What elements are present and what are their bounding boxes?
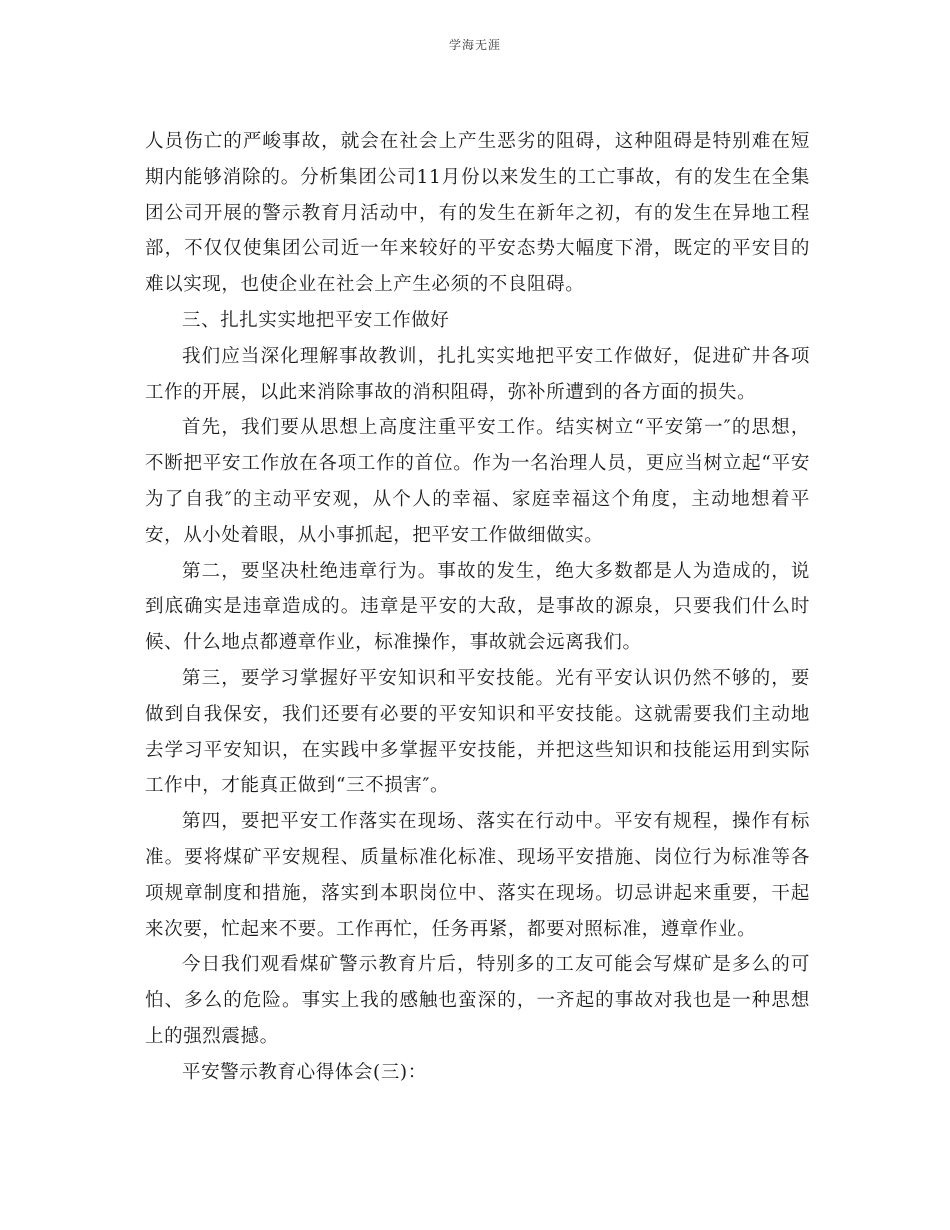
paragraph: 第四，要把平安工作落实在现场、落实在行动中。平安有规程，操作有标准。要将煤矿平安规程、质量标准化标准、现场平安措施、岗位行为标准等各项规章制度和措施，落实到本职岗位中、落实在现场。切忌讲起来重要，干起来次要，忙起来不要。工作再忙，任务再紧，都要对照标准，遵章作业。 <box>145 811 810 940</box>
paragraph: 我们应当深化理解事故教训，扎扎实实地把平安工作做好，促进矿井各项工作的开展，以此来消除事故的消积阻碍，弥补所遭到的各方面的损失。 <box>145 345 810 403</box>
paragraph: 第二，要坚决杜绝违章行为。事故的发生，绝大多数都是人为造成的，说到底确实是违章造成的。违章是平安的大敌，是事故的源泉，只要我们什么时候、什么地点都遵章作业，标准操作，事故就会远离我们。 <box>145 560 810 654</box>
page-header: 学海无涯 <box>448 38 501 52</box>
paragraph-continuation: 人员伤亡的严峻事故，就会在社会上产生恶劣的阻碍，这种阻碍是特别难在短期内能够消除的。分析集团公司11月份以来发生的工亡事故，有的发生在全集团公司开展的警示教育月活动中，有的发生在新年之初，有的发生在异地工程部，不仅仅使集团公司近一年来较好的平安态势大幅度下滑，既定的平安目的难以实现，也使企业在社会上产生必须的不良阻碍。 <box>145 131 810 296</box>
paragraph: 第三，要学习掌握好平安知识和平安技能。光有平安认识仍然不够的，要做到自我保安，我们还要有必要的平安知识和平安技能。这就需要我们主动地去学习平安知识，在实践中多掌握平安技能，并把这些知识和技能运用到实际工作中，才能真正做到“三不损害″。 <box>145 667 810 797</box>
paragraph: 今日我们观看煤矿警示教育片后，特别多的工友可能会写煤矿是多么的可怕、多么的危险。事实上我的感触也蛮深的，一齐起的事故对我也是一种思想上的强烈震撼。 <box>145 954 810 1047</box>
document-body <box>145 124 810 1091</box>
section-heading: 三、扎扎实实地把平安工作做好 <box>182 309 450 331</box>
paragraph: 首先，我们要从思想上高度注重平安工作。结实树立“平安第一″的思想，不断把平安工作放在各项工作的首位。作为一名治理人员，更应当树立起“平安为了自我″的主动平安观，从个人的幸福、家庭幸福这个角度，主动地想着平安，从小处着眼，从小事抓起，把平安工作做细做实。 <box>145 417 810 546</box>
subsection-title: 平安警示教育心得体会(三)： <box>182 1061 427 1083</box>
